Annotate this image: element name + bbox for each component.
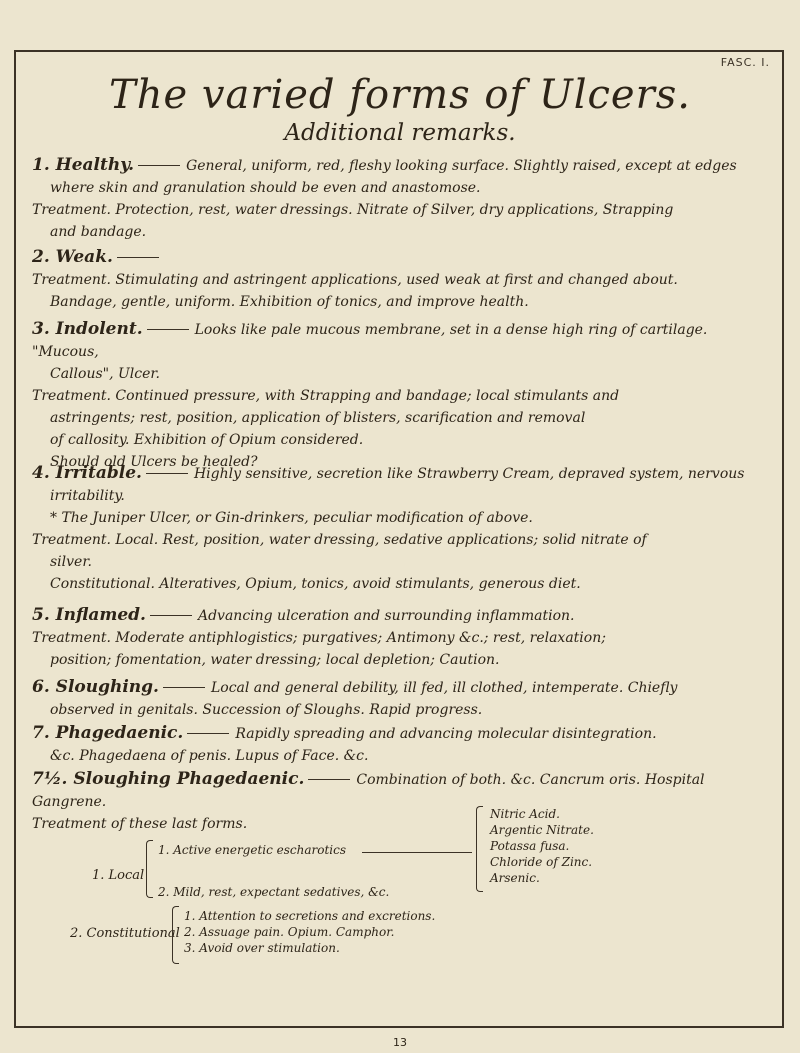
page-subtitle: Additional remarks. — [284, 120, 516, 146]
section-line: Treatment. Moderate antiphlogistics; purgatives; Antimony &c.; rest, relaxation; — [32, 630, 606, 646]
page-title: The varied forms of Ulcers. — [109, 72, 691, 118]
section-healthy — [32, 154, 772, 243]
section-line: observed in genitals. Succession of Sloughs. Rapid progress. — [50, 702, 483, 718]
section-line: Treatment. Local. Rest, position, water dressing, sedative applications; solid nitrate of — [32, 532, 647, 548]
section-line: Treatment. Protection, rest, water dressings. Nitrate of Silver, dry applications, Strapping — [32, 202, 674, 218]
escharotic-item: Chloride of Zinc. — [490, 855, 593, 869]
section-line: Rapidly spreading and advancing molecular disintegration. — [235, 726, 657, 742]
section-line: Looks like pale mucous membrane, set in a dense high ring of cartilage. "Mucous, — [32, 322, 708, 360]
page-number: 13 — [393, 1036, 407, 1049]
section-line: Advancing ulceration and surrounding inflammation. — [197, 608, 575, 624]
section-line: General, uniform, red, fleshy looking surface. Slightly raised, except at edges — [186, 158, 737, 174]
section-label: 4. Irritable. — [32, 463, 142, 483]
section-line: of callosity. Exhibition of Opium considered. — [50, 432, 364, 448]
escharotics-list — [490, 806, 594, 886]
connector-line — [362, 852, 472, 853]
constitutional-item: 2. Assuage pain. Opium. Camphor. — [184, 925, 395, 939]
section-label: 7. Phagedaenic. — [32, 723, 184, 743]
section-line: Treatment of these last forms. — [32, 816, 248, 832]
section-sloughing-phagedaenic — [32, 768, 772, 835]
section-line: Treatment. Continued pressure, with Strapping and bandage; local stimulants and — [32, 388, 620, 404]
section-label: 7½. Sloughing Phagedaenic. — [32, 769, 305, 789]
section-line: Local and general debility, ill fed, ill clothed, intemperate. Chiefly — [210, 680, 678, 696]
escharotic-item: Nitric Acid. — [490, 807, 560, 821]
section-line: irritability. — [50, 488, 125, 504]
section-label: 2. Weak. — [32, 247, 113, 267]
section-line: Combination of both. &c. Cancrum oris. Hospital Gangrene. — [32, 772, 705, 810]
constitutional-item: 3. Avoid over stimulation. — [184, 941, 340, 955]
section-line: position; fomentation, water dressing; local depletion; Caution. — [50, 652, 500, 668]
constitutional-item: 1. Attention to secretions and excretions. — [184, 909, 436, 923]
constitutional-label: 2. Constitutional — [70, 926, 180, 941]
section-weak — [32, 246, 772, 313]
section-inflamed — [32, 604, 772, 671]
section-line: Highly sensitive, secretion like Strawberry Cream, depraved system, nervous — [193, 466, 745, 482]
local-item-1: 1. Active energetic escharotics — [158, 843, 347, 857]
local-brace — [146, 840, 153, 898]
section-label: 3. Indolent. — [32, 319, 143, 339]
section-sloughing — [32, 676, 772, 721]
section-line: Callous", Ulcer. — [50, 366, 160, 382]
local-label: 1. Local — [92, 868, 145, 883]
constitutional-list — [184, 908, 435, 956]
section-line: Treatment. Stimulating and astringent applications, used weak at first and changed about. — [32, 272, 678, 288]
escharotic-item: Arsenic. — [490, 871, 540, 885]
section-label: 5. Inflamed. — [32, 605, 146, 625]
local-item-2: 2. Mild, rest, expectant sedatives, &c. — [158, 885, 390, 899]
section-label: 1. Healthy. — [32, 155, 135, 175]
section-line: astringents; rest, position, application of blisters, scarification and removal — [50, 410, 586, 426]
escharotic-item: Potassa fusa. — [490, 839, 570, 853]
section-irritable — [32, 462, 772, 595]
section-line: * The Juniper Ulcer, or Gin-drinkers, peculiar modification of above. — [50, 510, 533, 526]
section-line: Should old Ulcers be healed? — [50, 454, 258, 470]
section-line: Bandage, gentle, uniform. Exhibition of tonics, and improve health. — [50, 294, 529, 310]
escharotics-brace — [476, 806, 483, 892]
section-phagedaenic — [32, 722, 772, 767]
constitutional-brace — [172, 906, 179, 964]
section-indolent — [32, 318, 772, 473]
section-line: and bandage. — [50, 224, 147, 240]
section-label: 6. Sloughing. — [32, 677, 159, 697]
section-line: silver. — [50, 554, 92, 570]
fascicle-label: FASC. I. — [720, 56, 770, 69]
section-line: Constitutional. Alteratives, Opium, tonics, avoid stimulants, generous diet. — [50, 576, 581, 592]
section-line: &c. Phagedaena of penis. Lupus of Face. &c. — [50, 748, 369, 764]
section-line: where skin and granulation should be even and anastomose. — [50, 180, 481, 196]
escharotic-item: Argentic Nitrate. — [490, 823, 594, 837]
